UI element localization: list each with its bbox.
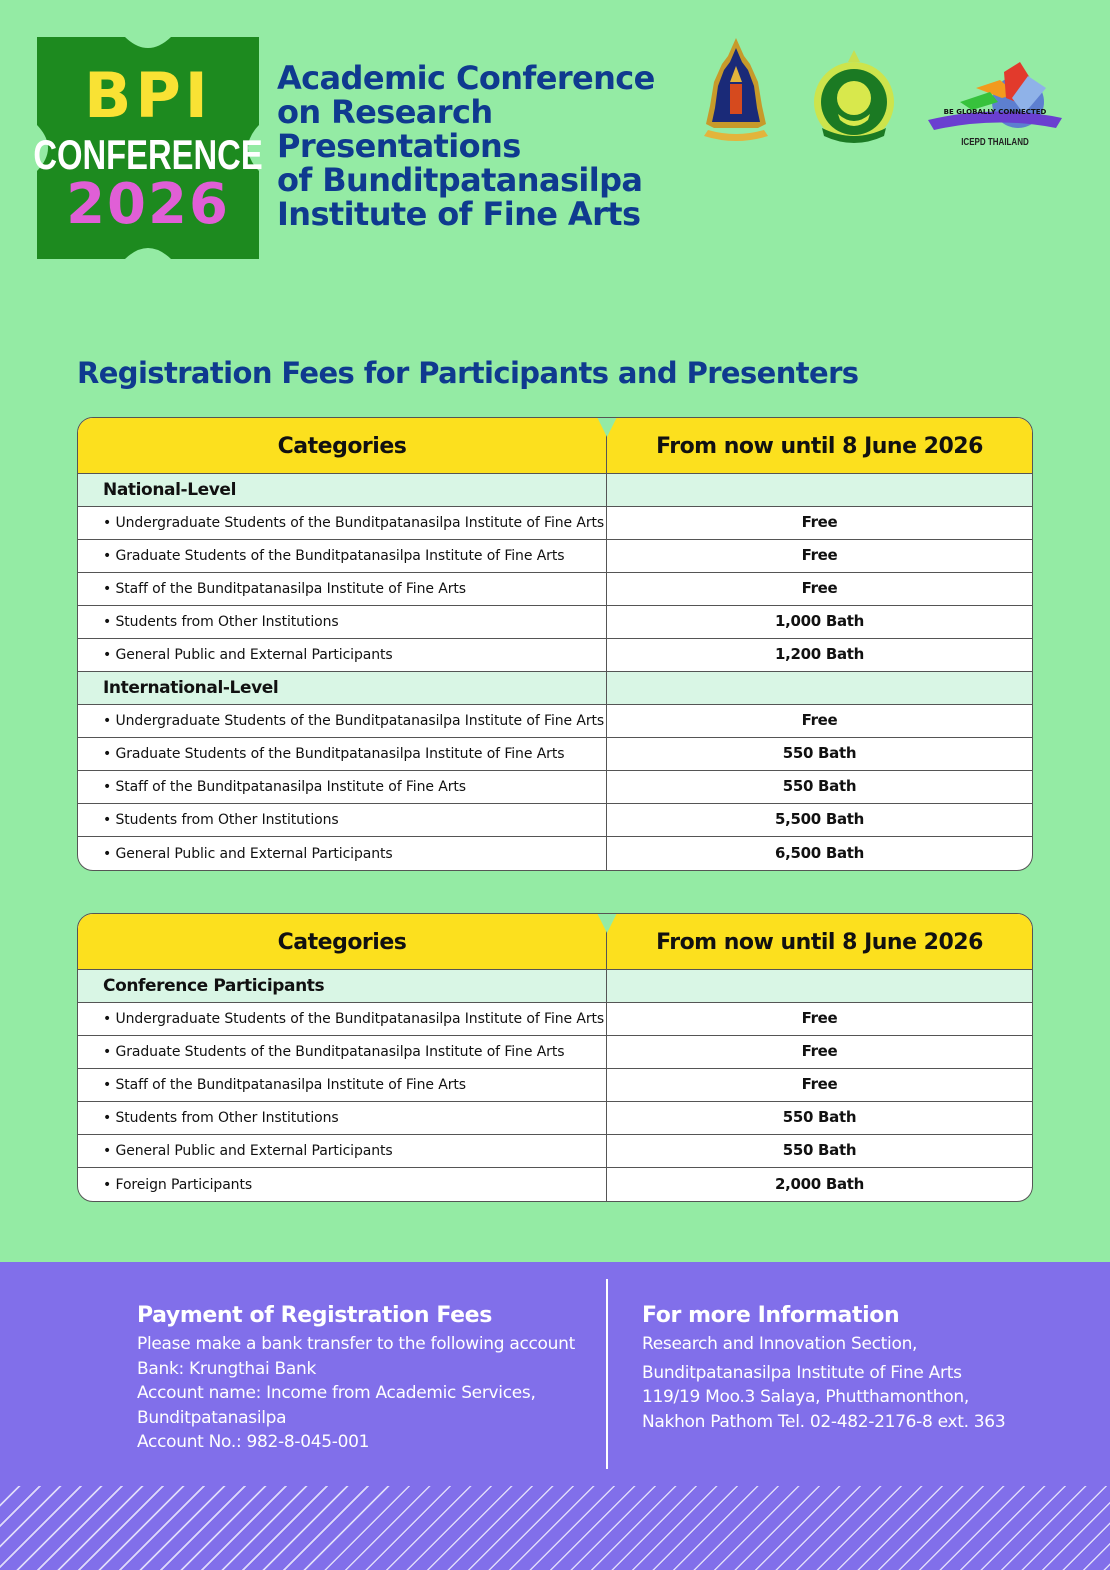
fee-cell: 2,000 Bath <box>774 1174 865 1193</box>
fee-cell: Free <box>801 1075 838 1093</box>
category-cell: • Undergraduate Students of the Bunditpatanasilpa Institute of Fine Arts <box>78 705 607 737</box>
contact-heading: For more Information <box>642 1303 900 1328</box>
category-cell: • Graduate Students of the Bunditpatanasilpa Institute of Fine Arts <box>78 738 607 770</box>
payment-line: Please make a bank transfer to the following account <box>137 1334 575 1354</box>
table-row <box>78 1168 1032 1201</box>
table-body <box>78 474 1032 870</box>
conference-title <box>277 61 677 231</box>
category-cell: • Staff of the Bunditpatanasilpa Institute of Fine Arts <box>78 573 607 605</box>
ministry-of-culture-emblem-icon <box>700 36 772 144</box>
header-fee-period: From now until 8 June 2026 <box>656 434 983 459</box>
table-row <box>78 1036 1032 1069</box>
table-row <box>78 540 1032 573</box>
icepd-label: ICEPD THAILAND <box>961 137 1029 148</box>
table-row <box>78 1135 1032 1168</box>
category-cell: • General Public and External Participants <box>78 639 607 671</box>
fee-cell: Free <box>801 546 838 564</box>
payment-account-number: Account No.: 982-8-045-001 <box>137 1432 370 1452</box>
fee-cell <box>607 474 1032 506</box>
category-cell: • Staff of the Bunditpatanasilpa Institute of Fine Arts <box>78 771 607 803</box>
fee-table-conference-participants <box>77 913 1033 1202</box>
fee-cell <box>607 672 1032 704</box>
fee-cell: Free <box>801 711 838 729</box>
table-row <box>78 573 1032 606</box>
fee-cell <box>607 970 1032 1002</box>
table-row <box>78 804 1032 837</box>
contact-line: Research and Innovation Section, <box>642 1334 918 1354</box>
group-label: International-Level <box>78 672 607 704</box>
fee-cell: 1,200 Bath <box>774 645 865 663</box>
category-cell: • General Public and External Participants <box>78 837 607 870</box>
contact-phone: Nakhon Pathom Tel. 02-482-2176-8 ext. 363 <box>642 1411 1006 1432</box>
category-cell: • Students from Other Institutions <box>78 606 607 638</box>
contact-line: Bunditpatanasilpa Institute of Fine Arts <box>642 1362 962 1383</box>
table-row <box>78 639 1032 672</box>
table-row <box>78 1102 1032 1135</box>
fee-cell: 1,000 Bath <box>774 612 865 630</box>
table-header <box>78 914 1032 970</box>
logo-conference-text: CONFERENCE <box>33 131 263 178</box>
group-label: National-Level <box>78 474 607 506</box>
fee-cell: 5,500 Bath <box>774 810 865 828</box>
header-categories: Categories <box>78 914 607 969</box>
contact-info <box>642 1302 1082 1434</box>
table-group-row <box>78 970 1032 1003</box>
fee-cell: 6,500 Bath <box>774 843 865 862</box>
icepd-globe-logo-icon <box>920 58 1070 148</box>
footer-hatch-pattern <box>0 1486 1110 1570</box>
contact-address: 119/19 Moo.3 Salaya, Phutthamonthon, <box>642 1387 969 1407</box>
title-line: Presentations <box>277 127 521 165</box>
bpi-conference-2026-logo <box>33 37 263 259</box>
payment-heading: Payment of Registration Fees <box>137 1303 492 1328</box>
title-line: on Research <box>277 93 493 131</box>
category-cell: • Staff of the Bunditpatanasilpa Institute of Fine Arts <box>78 1069 607 1101</box>
fee-cell: Free <box>801 513 838 531</box>
table-header <box>78 418 1032 474</box>
table-row <box>78 738 1032 771</box>
fee-table-national-international <box>77 417 1033 871</box>
category-cell: • Students from Other Institutions <box>78 804 607 836</box>
payment-info <box>137 1302 607 1455</box>
title-line: of Bunditpatanasilpa <box>277 161 643 199</box>
category-cell: • Graduate Students of the Bunditpatanasilpa Institute of Fine Arts <box>78 1036 607 1068</box>
icepd-tagline: BE GLOBALLY CONNECTED <box>943 108 1047 116</box>
category-cell: • General Public and External Participants <box>78 1135 607 1167</box>
payment-account-name-cont: Bunditpatanasilpa <box>137 1407 287 1428</box>
fee-cell: Free <box>801 579 838 597</box>
table-group-row <box>78 474 1032 507</box>
table-row <box>78 1003 1032 1036</box>
category-cell: • Undergraduate Students of the Bunditpatanasilpa Institute of Fine Arts <box>78 1003 607 1035</box>
table-body <box>78 970 1032 1201</box>
group-label: Conference Participants <box>78 970 607 1002</box>
footer <box>0 1262 1110 1570</box>
title-line: Academic Conference <box>277 59 655 97</box>
table-group-row <box>78 672 1032 705</box>
table-row <box>78 507 1032 540</box>
table-row <box>78 837 1032 870</box>
footer-divider <box>606 1279 608 1469</box>
category-cell: • Students from Other Institutions <box>78 1102 607 1134</box>
table-row <box>78 1069 1032 1102</box>
logo-bpi-text: BPI <box>84 59 212 132</box>
fee-cell: 550 Bath <box>782 1141 857 1159</box>
fee-cell: Free <box>801 1042 838 1060</box>
bunditpatanasilpa-ganesha-emblem-icon <box>808 48 900 144</box>
section-title: Registration Fees for Participants and Presenters <box>77 356 859 390</box>
payment-bank: Bank: Krungthai Bank <box>137 1358 316 1379</box>
header-categories: Categories <box>78 418 607 473</box>
fee-cell: 550 Bath <box>782 1108 857 1126</box>
header-fee-period: From now until 8 June 2026 <box>656 930 983 955</box>
title-line: Institute of Fine Arts <box>277 195 641 233</box>
logo-year-text: 2026 <box>66 172 230 237</box>
category-cell: • Undergraduate Students of the Bunditpatanasilpa Institute of Fine Arts <box>78 507 607 539</box>
table-row <box>78 771 1032 804</box>
category-cell: • Foreign Participants <box>78 1168 607 1201</box>
fee-cell: 550 Bath <box>782 777 857 795</box>
category-cell: • Graduate Students of the Bunditpatanasilpa Institute of Fine Arts <box>78 540 607 572</box>
fee-cell: Free <box>801 1009 838 1027</box>
table-row <box>78 705 1032 738</box>
payment-account-name: Account name: Income from Academic Services, <box>137 1383 536 1403</box>
fee-cell: 550 Bath <box>782 744 857 762</box>
table-row <box>78 606 1032 639</box>
